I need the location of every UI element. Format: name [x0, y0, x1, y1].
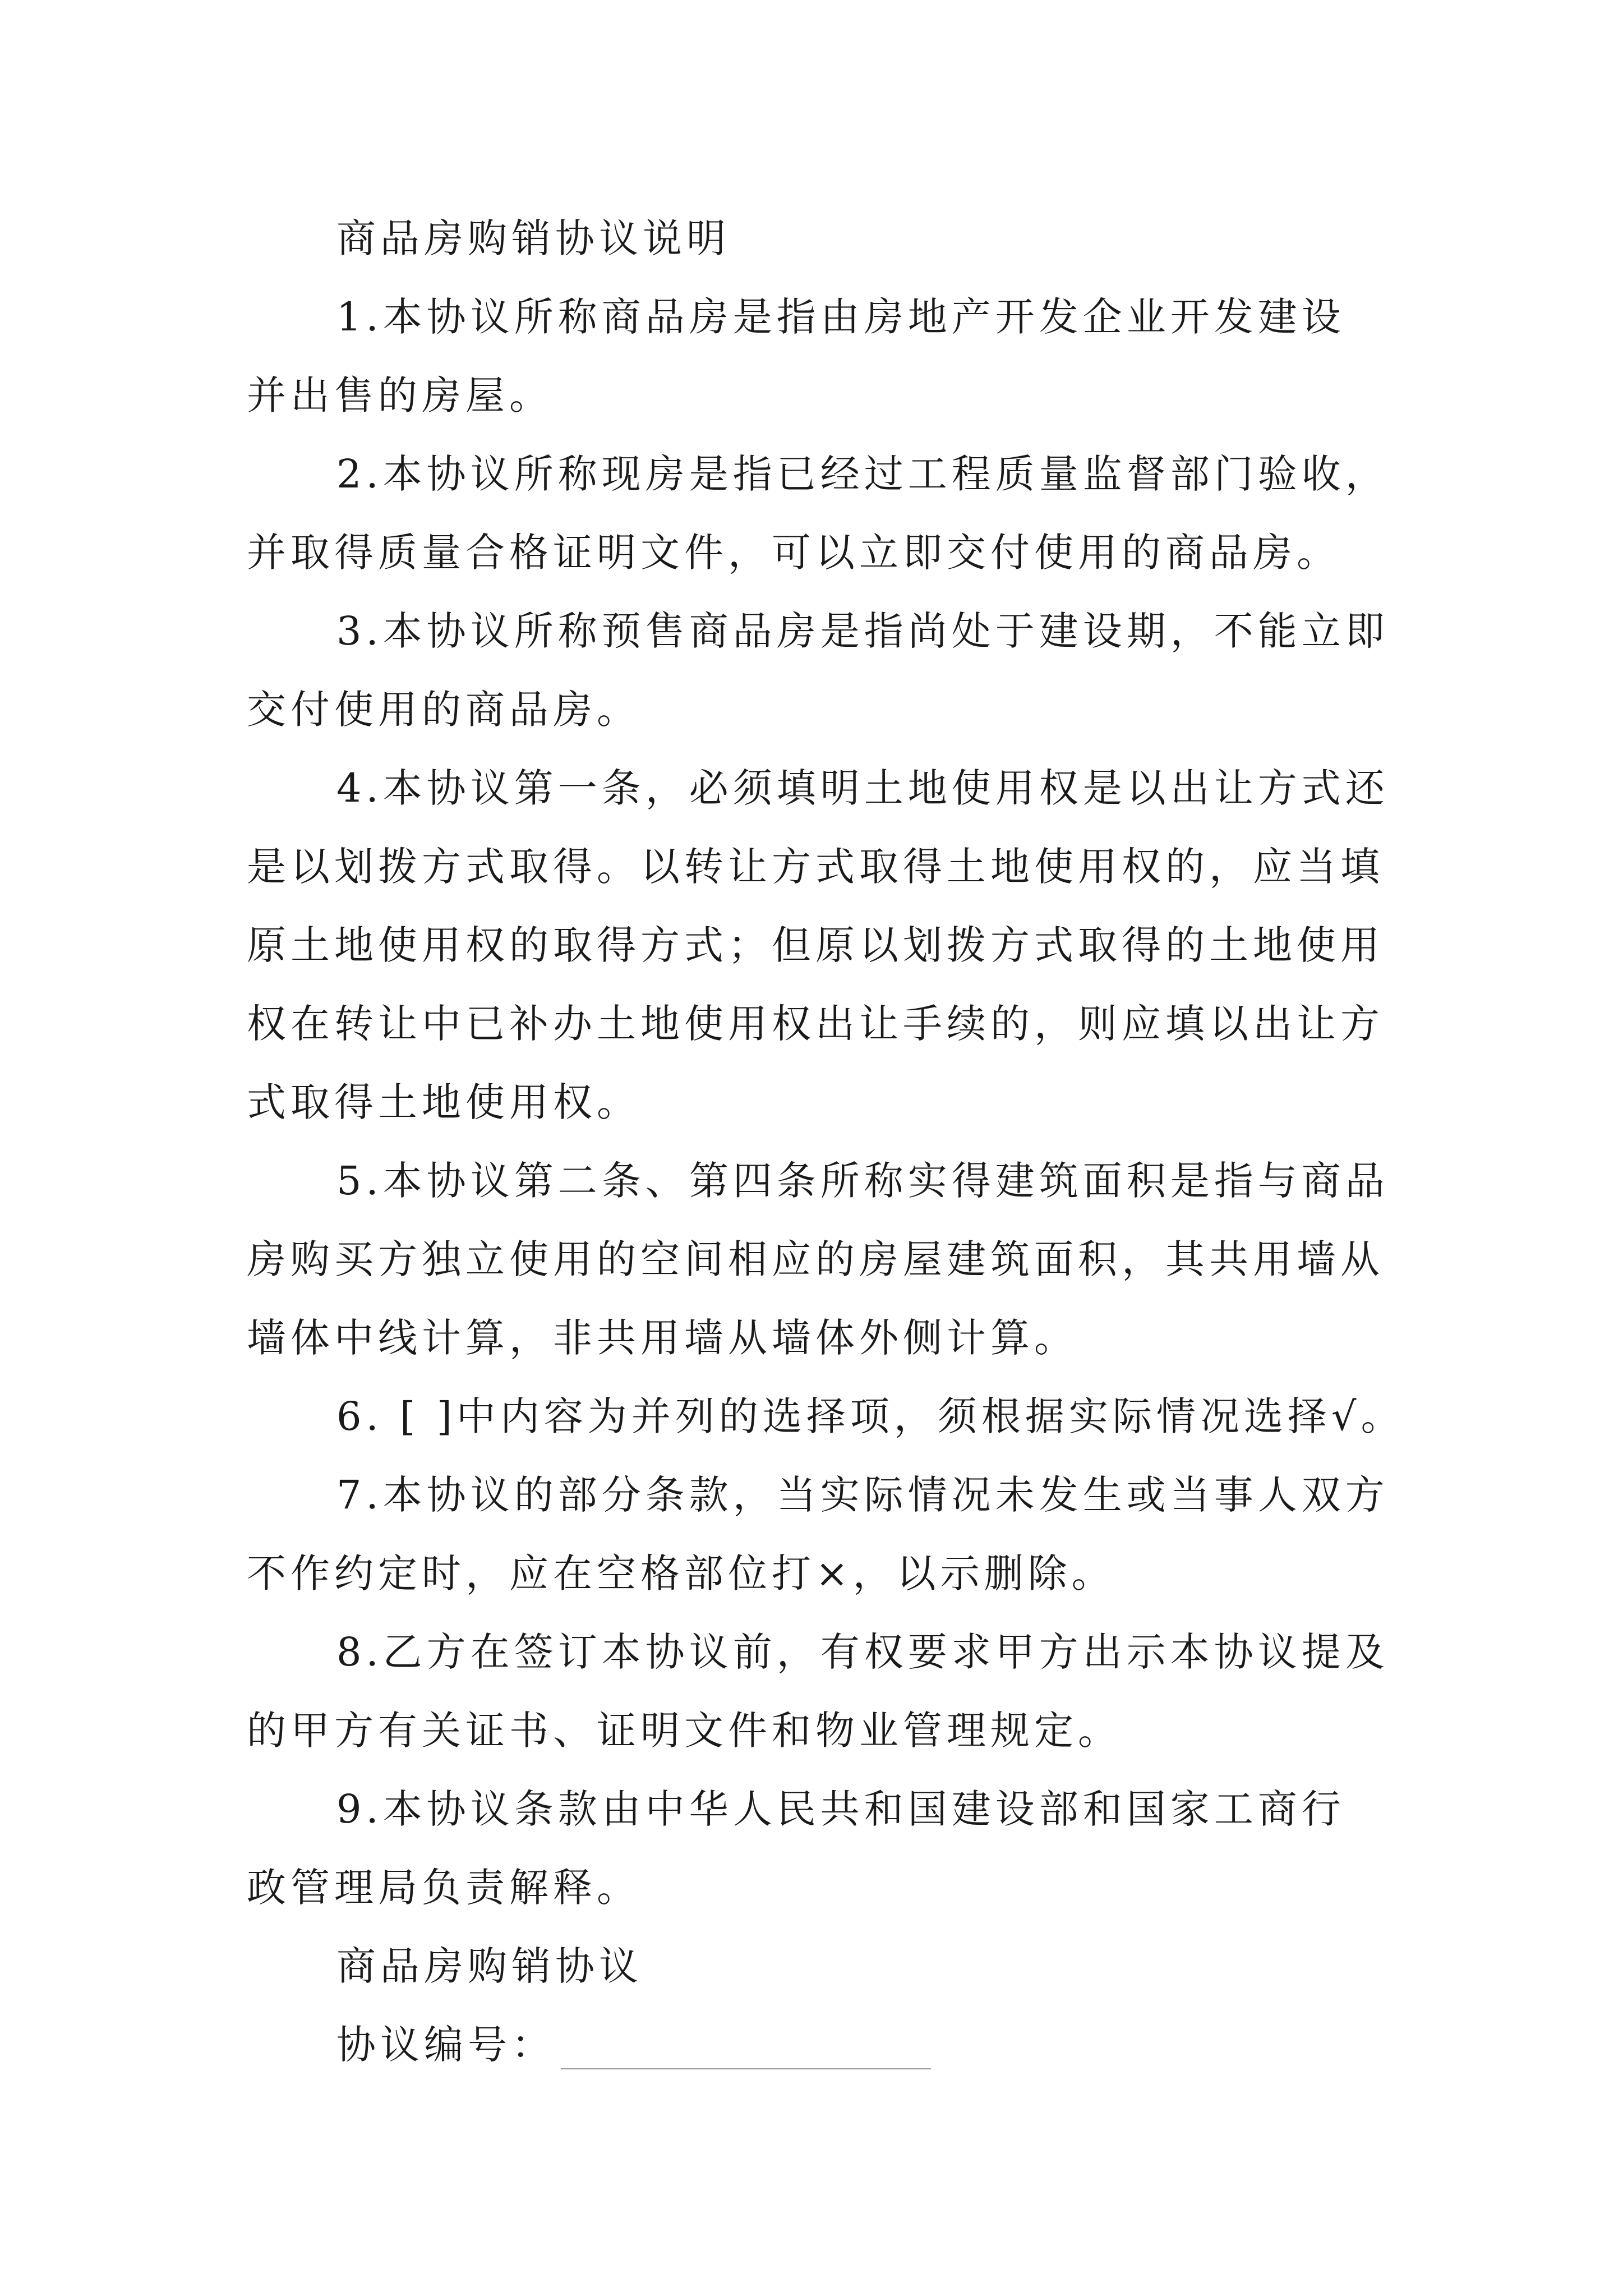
instruction-item-1: 1.本协议所称商品房是指由房地产开发企业开发建设 并出售的房屋。 [247, 294, 1345, 418]
instruction-item-3: 3.本协议所称预售商品房是指尚处于建设期，不能立即 交付使用的商品房。 [247, 608, 1389, 733]
instruction-item-2: 2.本协议所称现房是指已经过工程质量监督部门验收， 并取得质量合格证明文件，可以立即交付使用的商品房。 [247, 451, 1389, 576]
document-body [247, 199, 1405, 2084]
instruction-item-7: 7.本协议的部分条款，当实际情况未发生或当事人双方 不作约定时，应在空格部位打×，以示删除。 [247, 1472, 1389, 1596]
agreement-number-row [247, 2005, 1391, 2084]
agreement-number-blank[interactable] [561, 2068, 931, 2069]
instruction-item-5: 5.本协议第二条、第四条所称实得建筑面积是指与商品 房购买方独立使用的空间相应的房屋建筑面积，其共用墙从 墙体中线计算，非共用墙从墙体外侧计算。 [247, 1158, 1389, 1361]
agreement-title: 商品房购销协议 [336, 1943, 643, 1989]
instruction-item-4: 4.本协议第一条，必须填明土地使用权是以出让方式还 是以划拨方式取得。以转让方式取得土地使用权的，应当填 原土地使用权的取得方式；但原以划拨方式取得的土地使用 权在转让中已补办土地使用权出让手续的，则应填以出让方 式取得土地使用权。 [247, 765, 1389, 1125]
agreement-number-label: 协议编号： [336, 2022, 555, 2068]
instruction-item-8: 8.乙方在签订本协议前，有权要求甲方出示本协议提及 的甲方有关证书、证明文件和物业管理规定。 [247, 1629, 1389, 1754]
instruction-item-9: 9.本协议条款由中华人民共和国建设部和国家工商行 政管理局负责解释。 [247, 1786, 1345, 1911]
instruction-item-6: 6. [ ]中内容为并列的选择项，须根据实际情况选择√。 [336, 1393, 1405, 1439]
instructions-title: 商品房购销协议说明 [336, 215, 730, 261]
